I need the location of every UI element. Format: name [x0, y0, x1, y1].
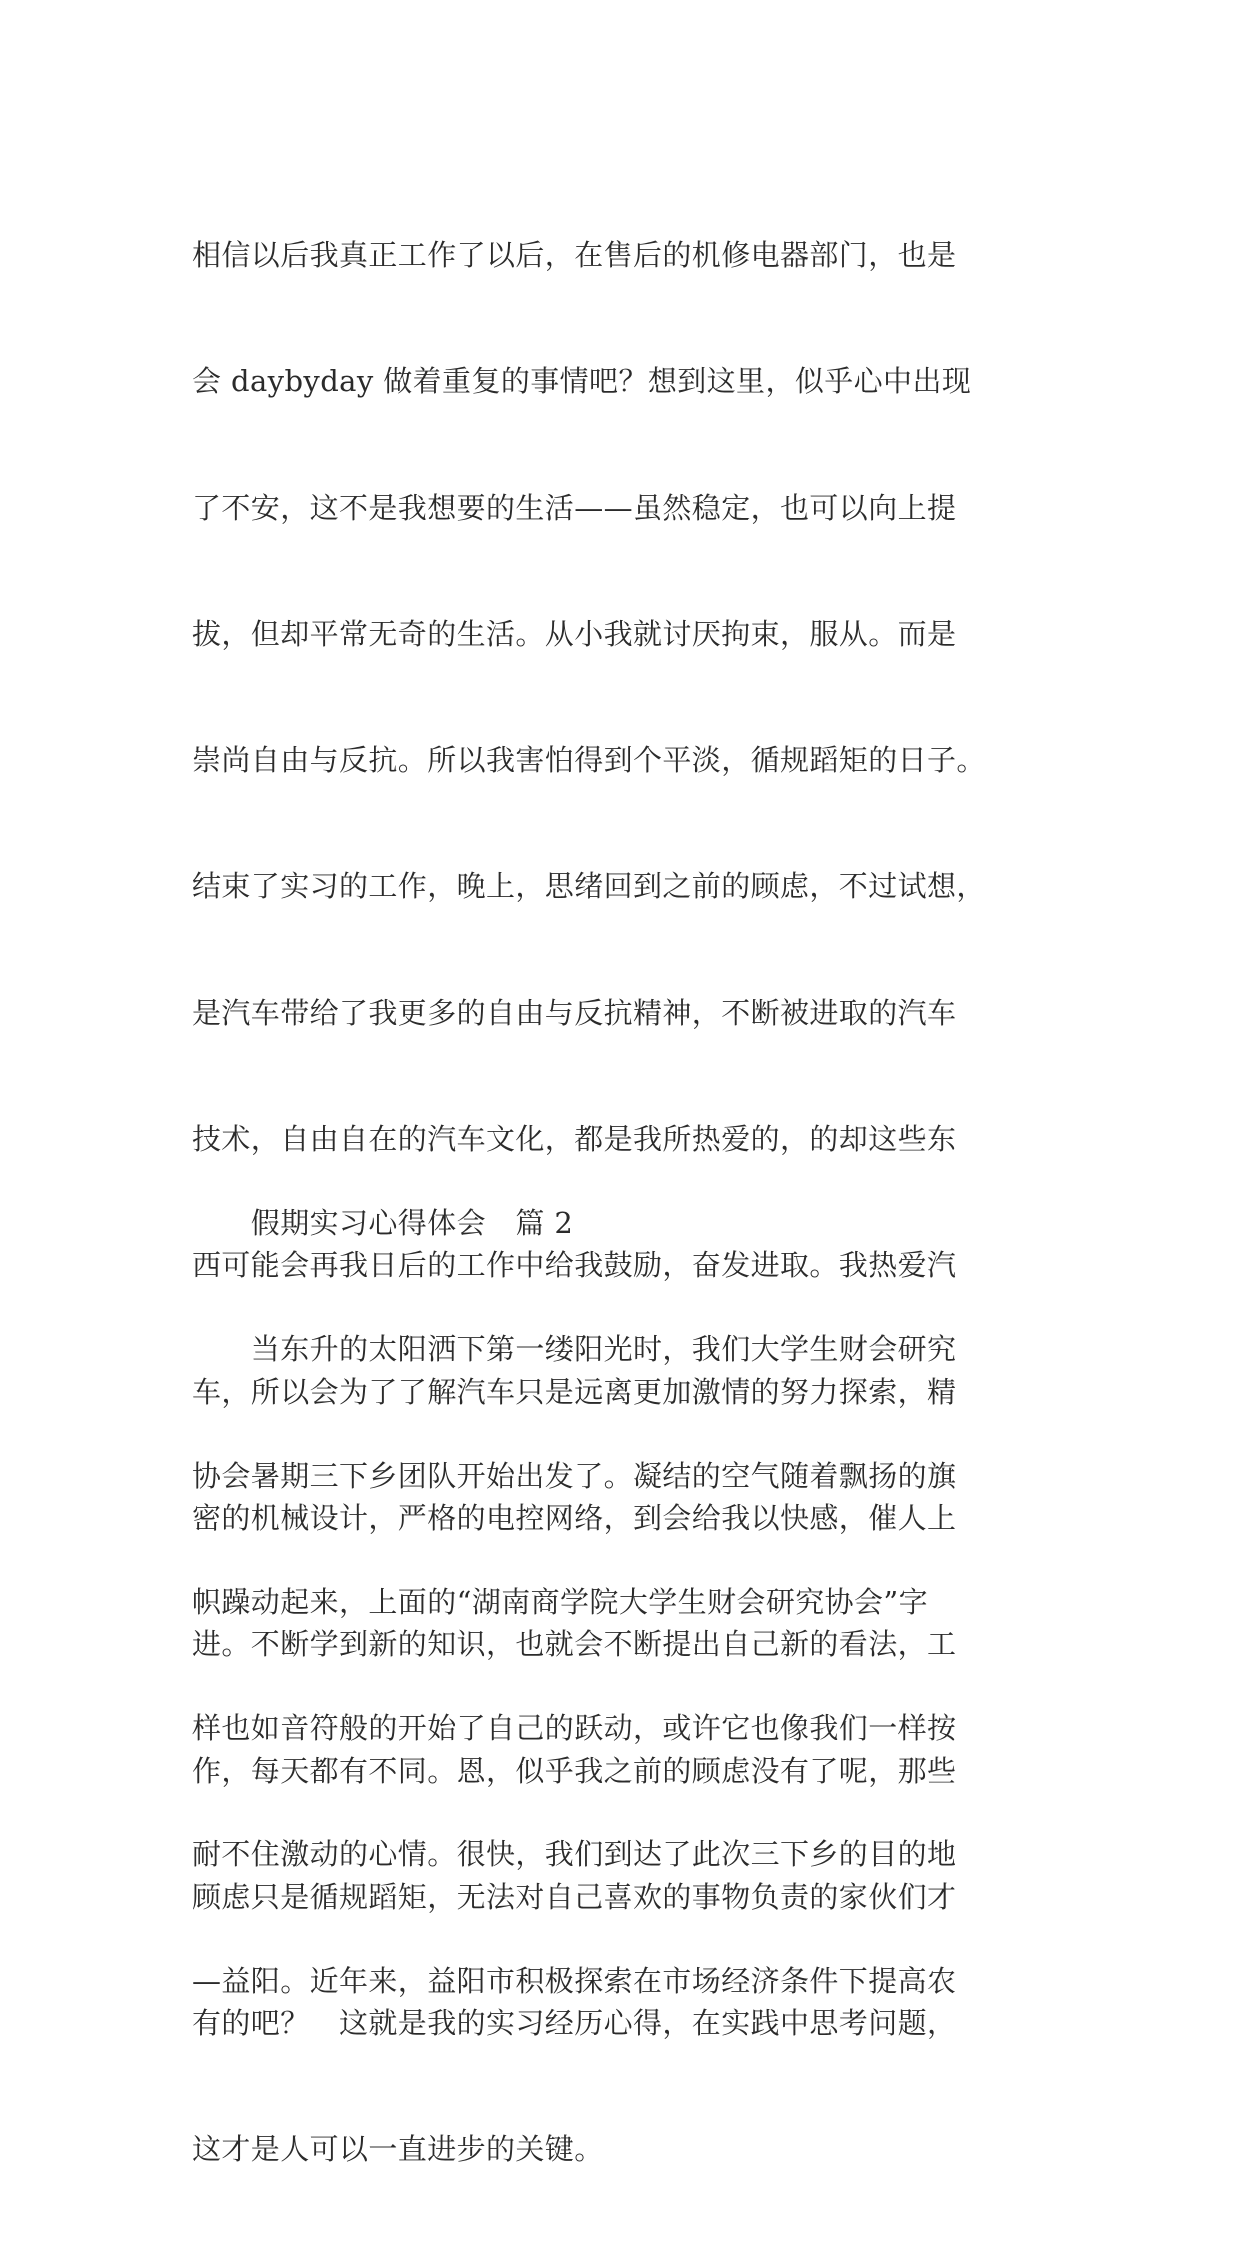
text-line: 帜躁动起来，上面的“湖南商学院大学生财会研究协会”字: [192, 1584, 929, 1619]
text-line: 车，所以会为了了解汽车只是远离更加激情的努力探索，精: [192, 1374, 957, 1409]
text-line: 协会暑期三下乡团队开始出发了。凝结的空气随着飘扬的旗: [192, 1458, 957, 1493]
text-line: 耐不住激动的心情。很快，我们到达了此次三下乡的目的地: [192, 1837, 957, 1872]
text-line: 西可能会再我日后的工作中给我鼓励，奋发进取。我热爱汽: [192, 1248, 957, 1283]
text-line: 顾虑只是循规蹈矩，无法对自己喜欢的事物负责的家伙们才: [192, 1879, 957, 1914]
text-line: 进。不断学到新的知识，也就会不断提出自己新的看法，工: [192, 1627, 957, 1662]
text-line: 是汽车带给了我更多的自由与反抗精神，不断被进取的汽车: [192, 995, 957, 1030]
section-2: [192, 1126, 1052, 2078]
text-line: 当东升的太阳洒下第一缕阳光时，我们大学生财会研究: [192, 1332, 957, 1367]
text-line: 会 daybyday 做着重复的事情吧？想到这里，似乎心中出现: [192, 364, 972, 399]
text-line: 密的机械设计，严格的电控网络，到会给我以快感，催人上: [192, 1500, 957, 1535]
text-line: 作，每天都有不同。恩，似乎我之前的顾虑没有了呢，那些: [192, 1753, 957, 1788]
section-heading: 假期实习心得体会 篇 2: [192, 1206, 574, 1240]
text-line: —益阳。近年来，益阳市积极探索在市场经济条件下提高农: [192, 1963, 957, 1998]
text-line: 了不安，这不是我想要的生活——虽然稳定，也可以向上提: [192, 490, 957, 525]
text-line: 技术，自由自在的汽车文化，都是我所热爱的，的却这些东: [192, 1122, 957, 1157]
text-line: 崇尚自由与反抗。所以我害怕得到个平淡，循规蹈矩的日子。: [192, 743, 986, 778]
text-line: 有的吧？ 这就是我的实习经历心得，在实践中思考问题，: [192, 2006, 957, 2041]
text-line: 相信以后我真正工作了以后，在售后的机修电器部门，也是: [192, 238, 957, 272]
text-line: 样也如音符般的开始了自己的跃动，或许它也像我们一样按: [192, 1711, 957, 1746]
text-line: 拔，但却平常无奇的生活。从小我就讨厌拘束，服从。而是: [192, 616, 957, 651]
text-line: 结束了实习的工作，晚上，思绪回到之前的顾虑，不过试想，: [192, 869, 986, 904]
text-line: 这才是人可以一直进步的关键。: [192, 2132, 604, 2167]
